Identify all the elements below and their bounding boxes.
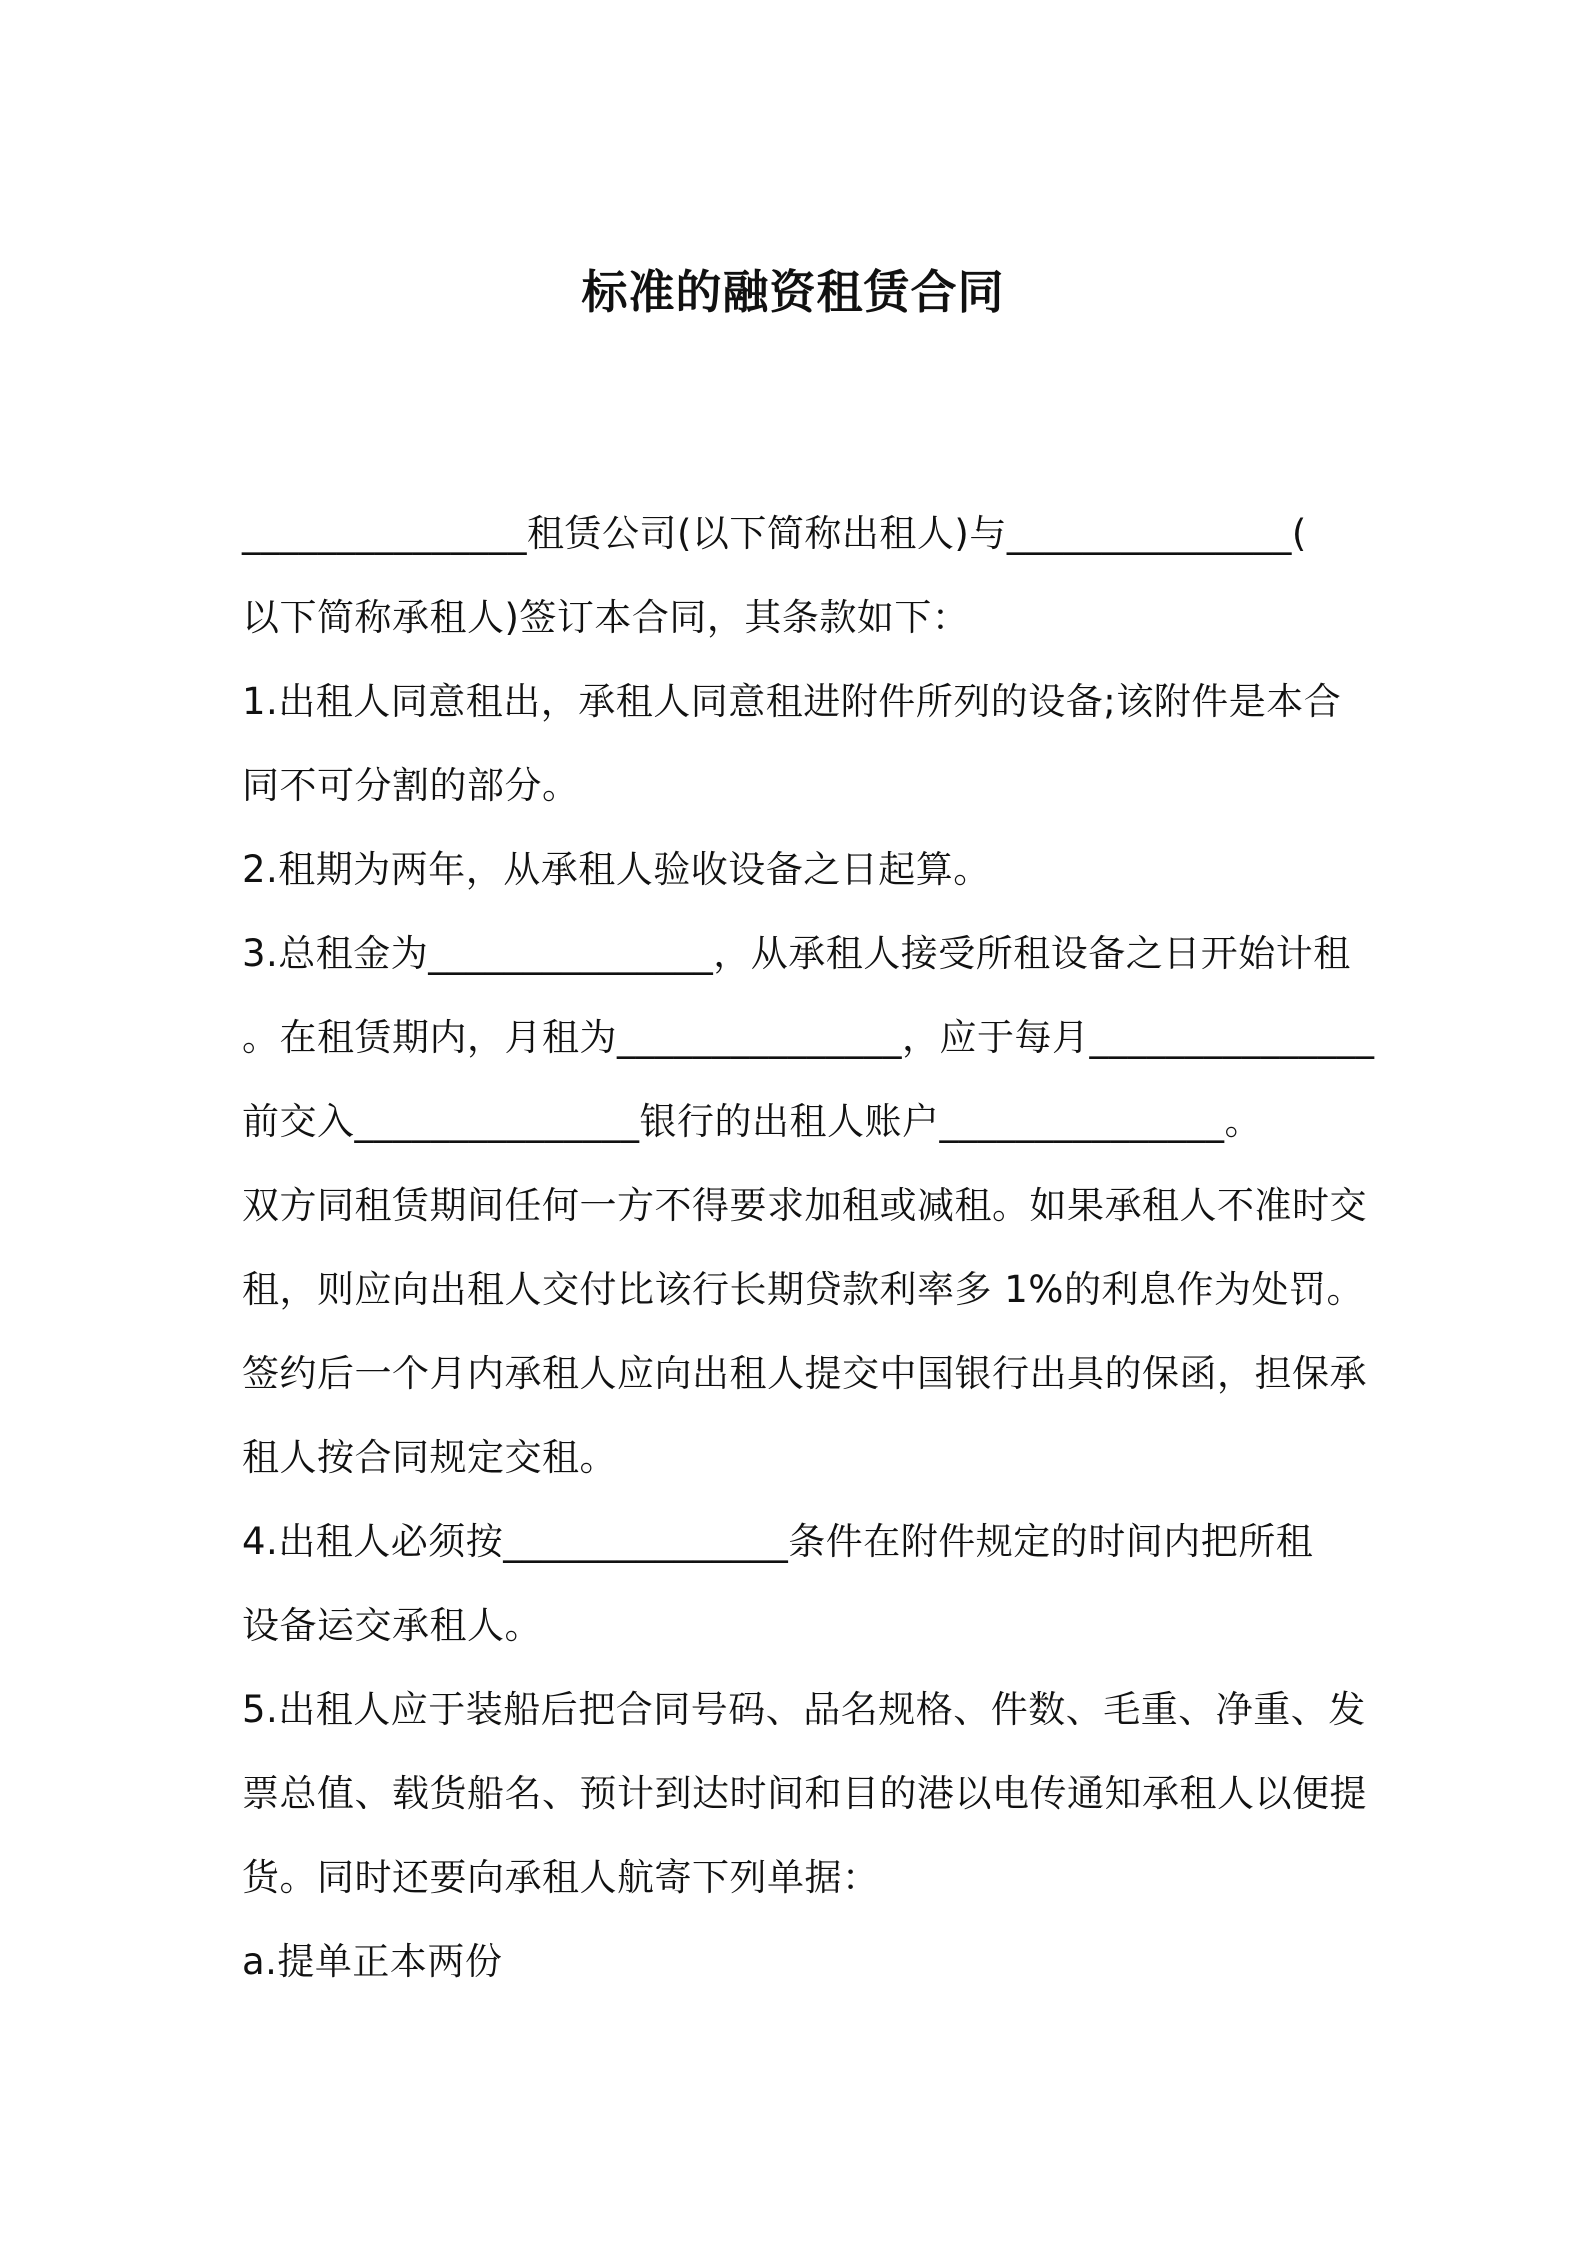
contract-line-9: 双方同租赁期间任何一方不得要求加租或减租。如果承租人不准时交 xyxy=(242,1184,1367,1227)
contract-line-1: _______________租赁公司(以下简称出租人)与_______________( xyxy=(242,512,1307,555)
contract-line-4: 同不可分割的部分。 xyxy=(242,764,580,807)
contract-line-5: 2.租期为两年，从承租人验收设备之日起算。 xyxy=(242,848,991,891)
contract-line-7: 。在租赁期内，月租为_______________，应于每月_______________ xyxy=(242,1016,1375,1059)
contract-line-17: 货。同时还要向承租人航寄下列单据： xyxy=(242,1856,880,1899)
contract-line-13: 4.出租人必须按_______________条件在附件规定的时间内把所租 xyxy=(242,1520,1314,1563)
contract-line-16: 票总值、载货船名、预计到达时间和目的港以电传通知承租人以便提 xyxy=(242,1772,1367,1815)
contract-line-2: 以下简称承租人)签订本合同，其条款如下： xyxy=(242,596,970,639)
contract-line-11: 签约后一个月内承租人应向出租人提交中国银行出具的保函，担保承 xyxy=(242,1352,1367,1395)
contract-line-3: 1.出租人同意租出，承租人同意租进附件所列的设备;该附件是本合 xyxy=(242,680,1342,723)
contract-line-8: 前交入_______________银行的出租人账户_______________。 xyxy=(242,1100,1262,1143)
contract-line-6: 3.总租金为_______________，从承租人接受所租设备之日开始计租 xyxy=(242,932,1351,975)
contract-line-10: 租，则应向出租人交付比该行长期贷款利率多 1%的利息作为处罚。 xyxy=(242,1268,1364,1311)
document-title: 标准的融资租赁合同 xyxy=(581,265,1005,319)
contract-line-14: 设备运交承租人。 xyxy=(242,1604,542,1647)
contract-line-15: 5.出租人应于装船后把合同号码、品名规格、件数、毛重、净重、发 xyxy=(242,1688,1366,1731)
contract-line-18: a.提单正本两份 xyxy=(242,1940,503,1983)
contract-line-12: 租人按合同规定交租。 xyxy=(242,1436,617,1479)
